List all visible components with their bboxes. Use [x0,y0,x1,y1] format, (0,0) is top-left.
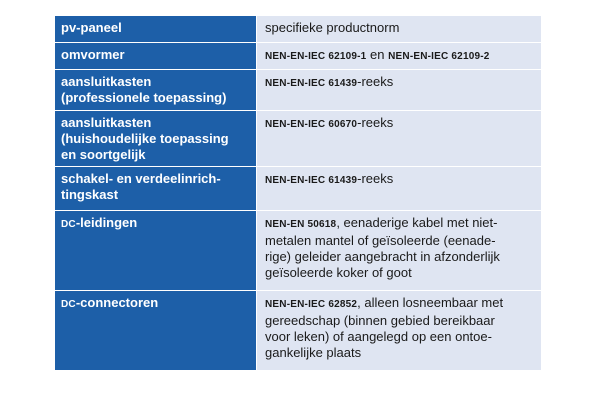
component-label: (huishoudelijke toepassing [61,131,229,146]
component-cell [55,70,257,110]
component-label: -connectoren [75,295,159,310]
norm-code: NEN-EN 50618 [265,219,337,230]
norm-suffix: -reeks [357,115,394,130]
component-label: schakel- en verdeelinrich- [61,171,221,186]
requirement-text: , eenaderige kabel met niet- [336,215,498,230]
component-cell [55,16,257,42]
norm-suffix: -reeks [357,171,394,186]
requirement-cell [257,291,541,370]
norm-code: NEN-EN-IEC 61439 [265,78,358,89]
requirement-cell [257,211,541,290]
component-label: (professionele toepassing) [61,90,227,105]
norm-suffix: -reeks [357,74,394,89]
requirement-text: voor leken) of aangelegd op een ontoe- [265,329,492,344]
table-row [55,43,541,70]
requirement-cell [257,167,541,210]
requirement-text: , alleen losneembaar met [357,295,504,310]
component-label: tingskast [61,187,119,202]
component-label: omvormer [61,47,125,62]
requirement-cell [257,43,541,69]
requirement-cell [257,16,541,42]
requirement-text: rige) geleider aangebracht in afzonderlijk [265,249,500,264]
norm-code: NEN-EN-IEC 62109-1 [265,51,367,62]
norm-code: NEN-EN-IEC 62852 [265,299,358,310]
component-cell [55,111,257,166]
component-cell [55,291,257,370]
requirement-text: specifieke productnorm [265,20,400,35]
component-cell [55,43,257,69]
component-label: pv-paneel [61,20,122,35]
component-label: aansluitkasten [61,74,152,89]
norm-code: NEN-EN-IEC 60670 [265,119,358,130]
table-row [55,167,541,211]
requirement-text: gankelijke plaats [265,345,362,360]
requirement-text: metalen mantel of geïsoleerde (eenade- [265,233,496,248]
component-label: -leidingen [75,215,138,230]
table-row [55,211,541,291]
table-row [55,291,541,370]
table-row [55,16,541,43]
requirement-text: geïsoleerde koker of goot [265,265,412,280]
component-label: en soortgelijk [61,147,146,162]
connector-text: en [366,47,389,62]
component-label: aansluitkasten [61,115,152,130]
table-row [55,70,541,111]
requirement-cell [257,70,541,110]
component-prefix: DC [61,219,76,230]
requirement-text: gereedschap (binnen gebied bereikbaar [265,313,495,328]
norms-table [55,16,541,370]
component-prefix: DC [61,299,76,310]
table-row [55,111,541,167]
norm-code: NEN-EN-IEC 61439 [265,175,358,186]
component-cell [55,167,257,210]
norm-code: NEN-EN-IEC 62109-2 [388,51,490,62]
component-cell [55,211,257,290]
requirement-cell [257,111,541,166]
